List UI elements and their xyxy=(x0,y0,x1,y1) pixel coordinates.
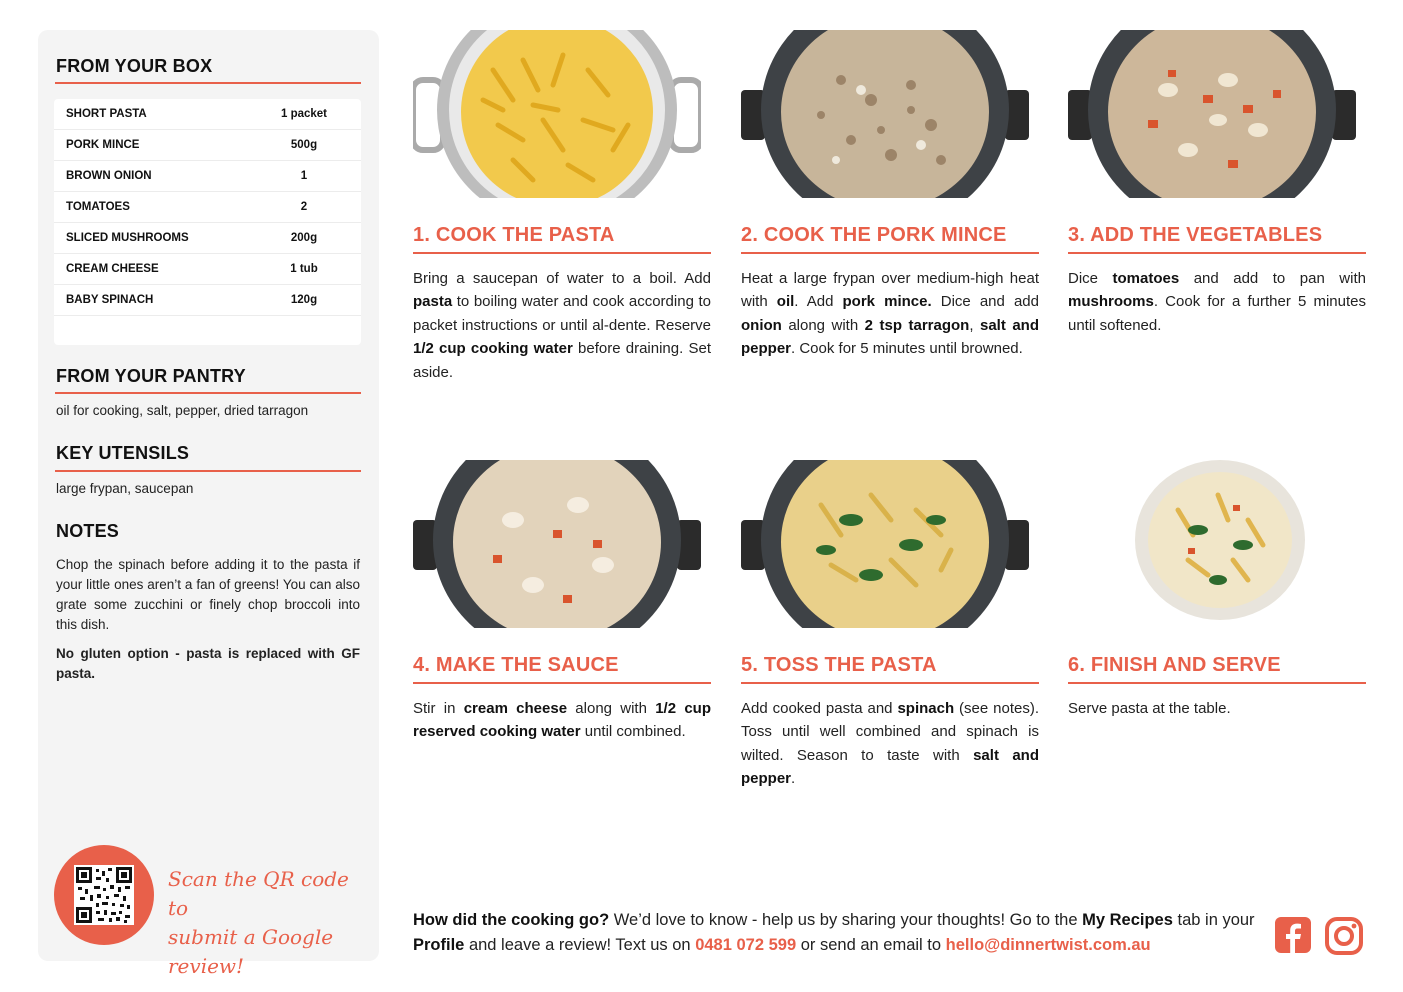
bold-text: oil xyxy=(776,293,795,311)
bold-text: 2 tsp tarragon xyxy=(864,316,970,334)
email-link[interactable]: hello@dinnertwist.com.au xyxy=(945,936,1151,954)
table-row xyxy=(54,99,361,130)
table-row xyxy=(54,223,361,254)
step-4-photo xyxy=(413,460,701,628)
table-row xyxy=(54,192,361,223)
sidebar xyxy=(38,30,379,978)
ingredient-qty: 120g xyxy=(290,294,318,306)
bold-text: salt and pepper xyxy=(741,746,1040,788)
step-1-title: 1. COOK THE PASTA xyxy=(413,224,615,246)
step-5-text: Add cooked pasta and spinach (see notes). Toss until well combined and spinach is wilted. Season to taste with salt and pepper. xyxy=(741,700,1040,788)
qr-badge xyxy=(54,845,154,945)
step-rule xyxy=(413,252,711,254)
qr-callout-line: submit a Google review! xyxy=(168,925,334,978)
ingredient-name: CREAM CHEESE xyxy=(66,263,159,275)
step-3-photo xyxy=(1068,30,1356,198)
step-rule xyxy=(741,252,1039,254)
bold-text: My Recipes xyxy=(1082,911,1173,929)
ingredient-qty: 2 xyxy=(300,201,308,213)
step-5-photo xyxy=(741,460,1029,628)
table-row xyxy=(54,285,361,316)
ingredient-name: SLICED MUSHROOMS xyxy=(66,232,189,244)
step-6-photo xyxy=(1068,460,1356,628)
phone-link[interactable]: 0481 072 599 xyxy=(695,936,797,954)
step-3-text: Dice tomatoes and add to pan with mushrooms. Cook for a further 5 minutes until softened. xyxy=(1068,270,1366,334)
step-6-title: 6. FINISH AND SERVE xyxy=(1068,654,1281,676)
step-4-text: Stir in cream cheese along with 1/2 cup reserved cooking water until combined. xyxy=(413,700,711,741)
step-2-text: Heat a large frypan over medium-high heat with oil. Add pork mince. Dice and add onion along with 2 tsp tarragon, salt and pepper. Cook for 5 minutes until browned. xyxy=(741,270,1039,358)
heading-rule xyxy=(55,82,361,84)
table-row xyxy=(54,130,361,161)
ingredient-name: SHORT PASTA xyxy=(66,108,147,120)
qr-callout-line: Scan the QR code to xyxy=(168,867,349,920)
bold-text: pasta xyxy=(413,293,453,311)
ingredient-qty: 1 tub xyxy=(290,263,318,275)
ingredient-name: BABY SPINACH xyxy=(66,294,154,306)
bold-text: mushrooms xyxy=(1068,293,1154,311)
bold-text: 1/2 cup cooking water xyxy=(413,340,573,358)
step-4-title: 4. MAKE THE SAUCE xyxy=(413,654,619,676)
bold-text: cream cheese xyxy=(463,700,568,717)
bold-text: Profile xyxy=(413,936,465,954)
pantry-text: oil for cooking, salt, pepper, dried tarragon xyxy=(56,403,309,418)
table-row xyxy=(54,161,361,192)
step-2-title: 2. COOK THE PORK MINCE xyxy=(741,224,1007,246)
step-6-text: Serve pasta at the table. xyxy=(1068,700,1231,717)
step-3-title: 3. ADD THE VEGETABLES xyxy=(1068,224,1323,246)
from-box-heading: FROM YOUR BOX xyxy=(56,56,213,76)
utensils-heading: KEY UTENSILS xyxy=(56,443,190,463)
utensils-text: large frypan, saucepan xyxy=(56,481,194,496)
instagram-icon[interactable] xyxy=(1325,917,1363,955)
step-1-text: Bring a saucepan of water to a boil. Add pasta to boiling water and cook according to packet instructions or until al-dente. Reserve 1/2 cup cooking water before draining. Set aside. xyxy=(413,270,711,381)
notes-gluten-text: No gluten option - pasta is replaced with GF pasta. xyxy=(56,646,360,681)
ingredient-name: TOMATOES xyxy=(66,201,130,213)
ingredient-name: BROWN ONION xyxy=(66,170,152,182)
notes-heading: NOTES xyxy=(56,521,120,541)
qr-callout xyxy=(168,865,373,981)
notes-text: Chop the spinach before adding it to the pasta if your little ones aren’t a fan of greens! You can also grate some zucchini or finely chop broccoli into this dish. xyxy=(56,557,360,632)
step-rule xyxy=(741,682,1039,684)
step-rule xyxy=(413,682,711,684)
ingredient-qty: 1 packet xyxy=(280,108,328,120)
bold-text: pork mince. xyxy=(842,293,932,311)
pantry-heading: FROM YOUR PANTRY xyxy=(56,366,246,386)
ingredient-qty: 1 xyxy=(300,170,308,182)
table-row xyxy=(54,254,361,285)
bold-text: onion xyxy=(741,316,782,334)
heading-rule xyxy=(55,470,361,472)
ingredients-table xyxy=(54,99,361,345)
step-2-photo xyxy=(741,30,1029,198)
step-rule xyxy=(1068,252,1366,254)
ingredient-qty: 200g xyxy=(290,232,318,244)
bold-text: tomatoes xyxy=(1112,270,1180,287)
heading-rule xyxy=(55,392,361,394)
step-1-photo xyxy=(413,30,701,198)
ingredient-name: PORK MINCE xyxy=(66,139,140,151)
bold-text: spinach xyxy=(897,700,955,717)
footer-feedback: How did the cooking go? We’d love to know - help us by sharing your thoughts! Go to the My Recipes tab in your Profile and leave a review! Text us on 0481 072 599 or send an email to hello@dinnertwist.com.au xyxy=(413,911,1255,954)
bold-text: salt and pepper xyxy=(741,316,1039,358)
step-rule xyxy=(1068,682,1366,684)
bold-text: 1/2 cup reserved cooking water xyxy=(413,700,711,741)
qr-code-icon[interactable] xyxy=(74,865,134,925)
step-5-title: 5. TOSS THE PASTA xyxy=(741,654,937,676)
facebook-icon[interactable] xyxy=(1275,917,1313,955)
ingredient-qty: 500g xyxy=(290,139,318,151)
bold-text: How did the cooking go? xyxy=(413,911,610,929)
